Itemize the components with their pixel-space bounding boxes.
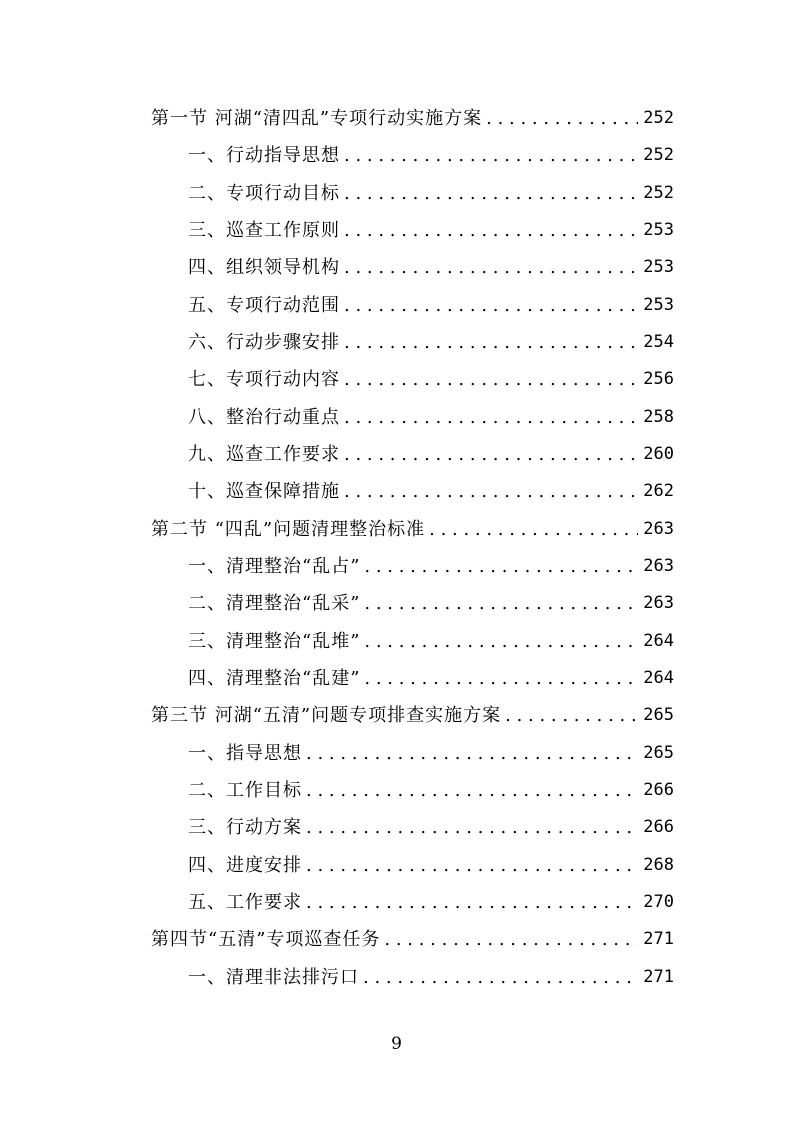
toc-dot-leader <box>384 921 638 958</box>
toc-entry-page: 270 <box>643 892 674 912</box>
toc-entry-subsection[interactable] <box>188 884 674 921</box>
toc-entry-subsection[interactable] <box>188 548 674 585</box>
toc-entry-page: 262 <box>643 481 674 501</box>
toc-entry-page: 253 <box>643 295 674 315</box>
toc-entry-subsection[interactable] <box>188 361 674 398</box>
toc-entry-subsection[interactable] <box>188 809 674 846</box>
toc-entry-subsection[interactable] <box>188 137 674 174</box>
toc-entry-subsection[interactable] <box>188 249 674 286</box>
toc-entry-subsection[interactable] <box>188 212 674 249</box>
toc-entry-page: 263 <box>643 556 674 576</box>
toc-dot-leader <box>363 959 638 996</box>
toc-entry-title: 一、指导思想 <box>188 743 302 764</box>
toc-entry-page: 265 <box>643 743 674 763</box>
toc-entry-page: 268 <box>643 855 674 875</box>
toc-entry-page: 264 <box>643 631 674 651</box>
toc-dot-leader <box>429 511 638 548</box>
toc-entry-page: 263 <box>643 593 674 613</box>
toc-entry-title: 第四节“五清”专项巡查任务 <box>151 929 381 950</box>
toc-dot-leader <box>306 809 638 846</box>
toc-entry-title: 一、清理非法排污口 <box>188 967 359 988</box>
toc-entry-subsection[interactable] <box>188 959 674 996</box>
toc-entry-page: 253 <box>643 220 674 240</box>
toc-dot-leader <box>344 436 638 473</box>
toc-dot-leader <box>306 735 638 772</box>
toc-entry-subsection[interactable] <box>188 660 674 697</box>
toc-dot-leader <box>364 660 638 697</box>
toc-dot-leader <box>344 287 638 324</box>
toc-entry-subsection[interactable] <box>188 399 674 436</box>
toc-entry-title: 四、组织领导机构 <box>188 257 340 278</box>
toc-dot-leader <box>364 548 638 585</box>
toc-entry-subsection[interactable] <box>188 735 674 772</box>
toc-entry-title: 八、整治行动重点 <box>188 407 340 428</box>
toc-entry-title: 五、专项行动范围 <box>188 295 340 316</box>
toc-entry-title: 第一节 河湖“清四乱”专项行动实施方案 <box>151 108 483 129</box>
toc-dot-leader <box>344 249 638 286</box>
toc-dot-leader <box>505 697 638 734</box>
toc-entry-title: 第二节 “四乱”问题清理整治标准 <box>151 519 426 540</box>
toc-dot-leader <box>364 585 638 622</box>
toc-entry-title: 二、工作目标 <box>188 780 302 801</box>
toc-entry-title: 三、巡查工作原则 <box>188 220 340 241</box>
toc-entry-page: 260 <box>643 444 674 464</box>
toc-dot-leader <box>344 361 638 398</box>
toc-entry-title: 二、专项行动目标 <box>188 183 340 204</box>
toc-entry-page: 253 <box>643 257 674 277</box>
toc-entry-page: 265 <box>643 705 674 725</box>
toc-dot-leader <box>344 473 638 510</box>
toc-entry-page: 252 <box>643 145 674 165</box>
toc-dot-leader <box>344 324 638 361</box>
toc-entry-title: 一、行动指导思想 <box>188 145 340 166</box>
toc-entry-section-4[interactable] <box>151 921 674 958</box>
toc-entry-title: 十、巡查保障措施 <box>188 481 340 502</box>
toc-entry-title: 七、专项行动内容 <box>188 369 340 390</box>
toc-entry-title: 四、进度安排 <box>188 855 302 876</box>
toc-dot-leader <box>306 847 638 884</box>
toc-dot-leader <box>344 399 638 436</box>
toc-entry-page: 252 <box>643 183 674 203</box>
toc-entry-subsection[interactable] <box>188 324 674 361</box>
toc-dot-leader <box>486 100 638 137</box>
toc-entry-page: 264 <box>643 668 674 688</box>
toc-entry-page: 266 <box>643 817 674 837</box>
toc-entry-subsection[interactable] <box>188 623 674 660</box>
toc-entry-page: 258 <box>643 407 674 427</box>
toc-entry-page: 254 <box>643 332 674 352</box>
toc-dot-leader <box>344 175 638 212</box>
toc-dot-leader <box>344 212 638 249</box>
toc-dot-leader <box>306 884 638 921</box>
toc-entry-page: 271 <box>643 967 674 987</box>
toc-entry-title: 第三节 河湖“五清”问题专项排查实施方案 <box>151 705 502 726</box>
toc-entry-title: 三、清理整治“乱堆” <box>188 631 361 652</box>
toc-entry-subsection[interactable] <box>188 175 674 212</box>
toc-entry-subsection[interactable] <box>188 847 674 884</box>
toc-entry-title: 三、行动方案 <box>188 817 302 838</box>
toc-entry-page: 263 <box>643 519 674 539</box>
toc-entry-subsection[interactable] <box>188 287 674 324</box>
toc-entry-subsection[interactable] <box>188 585 674 622</box>
toc-entry-page: 266 <box>643 780 674 800</box>
toc-entry-page: 256 <box>643 369 674 389</box>
toc-entry-page: 252 <box>643 108 674 128</box>
toc-dot-leader <box>306 772 638 809</box>
toc-entry-title: 四、清理整治“乱建” <box>188 668 361 689</box>
toc-entry-section-1[interactable] <box>151 100 674 137</box>
page-number: 9 <box>391 1034 402 1054</box>
toc-entry-page: 271 <box>643 929 674 949</box>
toc-entry-subsection[interactable] <box>188 772 674 809</box>
toc-entry-subsection[interactable] <box>188 473 674 510</box>
toc-entry-title: 二、清理整治“乱采” <box>188 593 361 614</box>
toc-dot-leader <box>364 623 638 660</box>
toc-dot-leader <box>344 137 638 174</box>
toc-entry-section-2[interactable] <box>151 511 674 548</box>
toc-entry-title: 九、巡查工作要求 <box>188 444 340 465</box>
toc-entry-section-3[interactable] <box>151 697 674 734</box>
toc-entry-subsection[interactable] <box>188 436 674 473</box>
toc-entry-title: 一、清理整治“乱占” <box>188 556 361 577</box>
toc-entry-title: 五、工作要求 <box>188 892 302 913</box>
toc-entry-title: 六、行动步骤安排 <box>188 332 340 353</box>
